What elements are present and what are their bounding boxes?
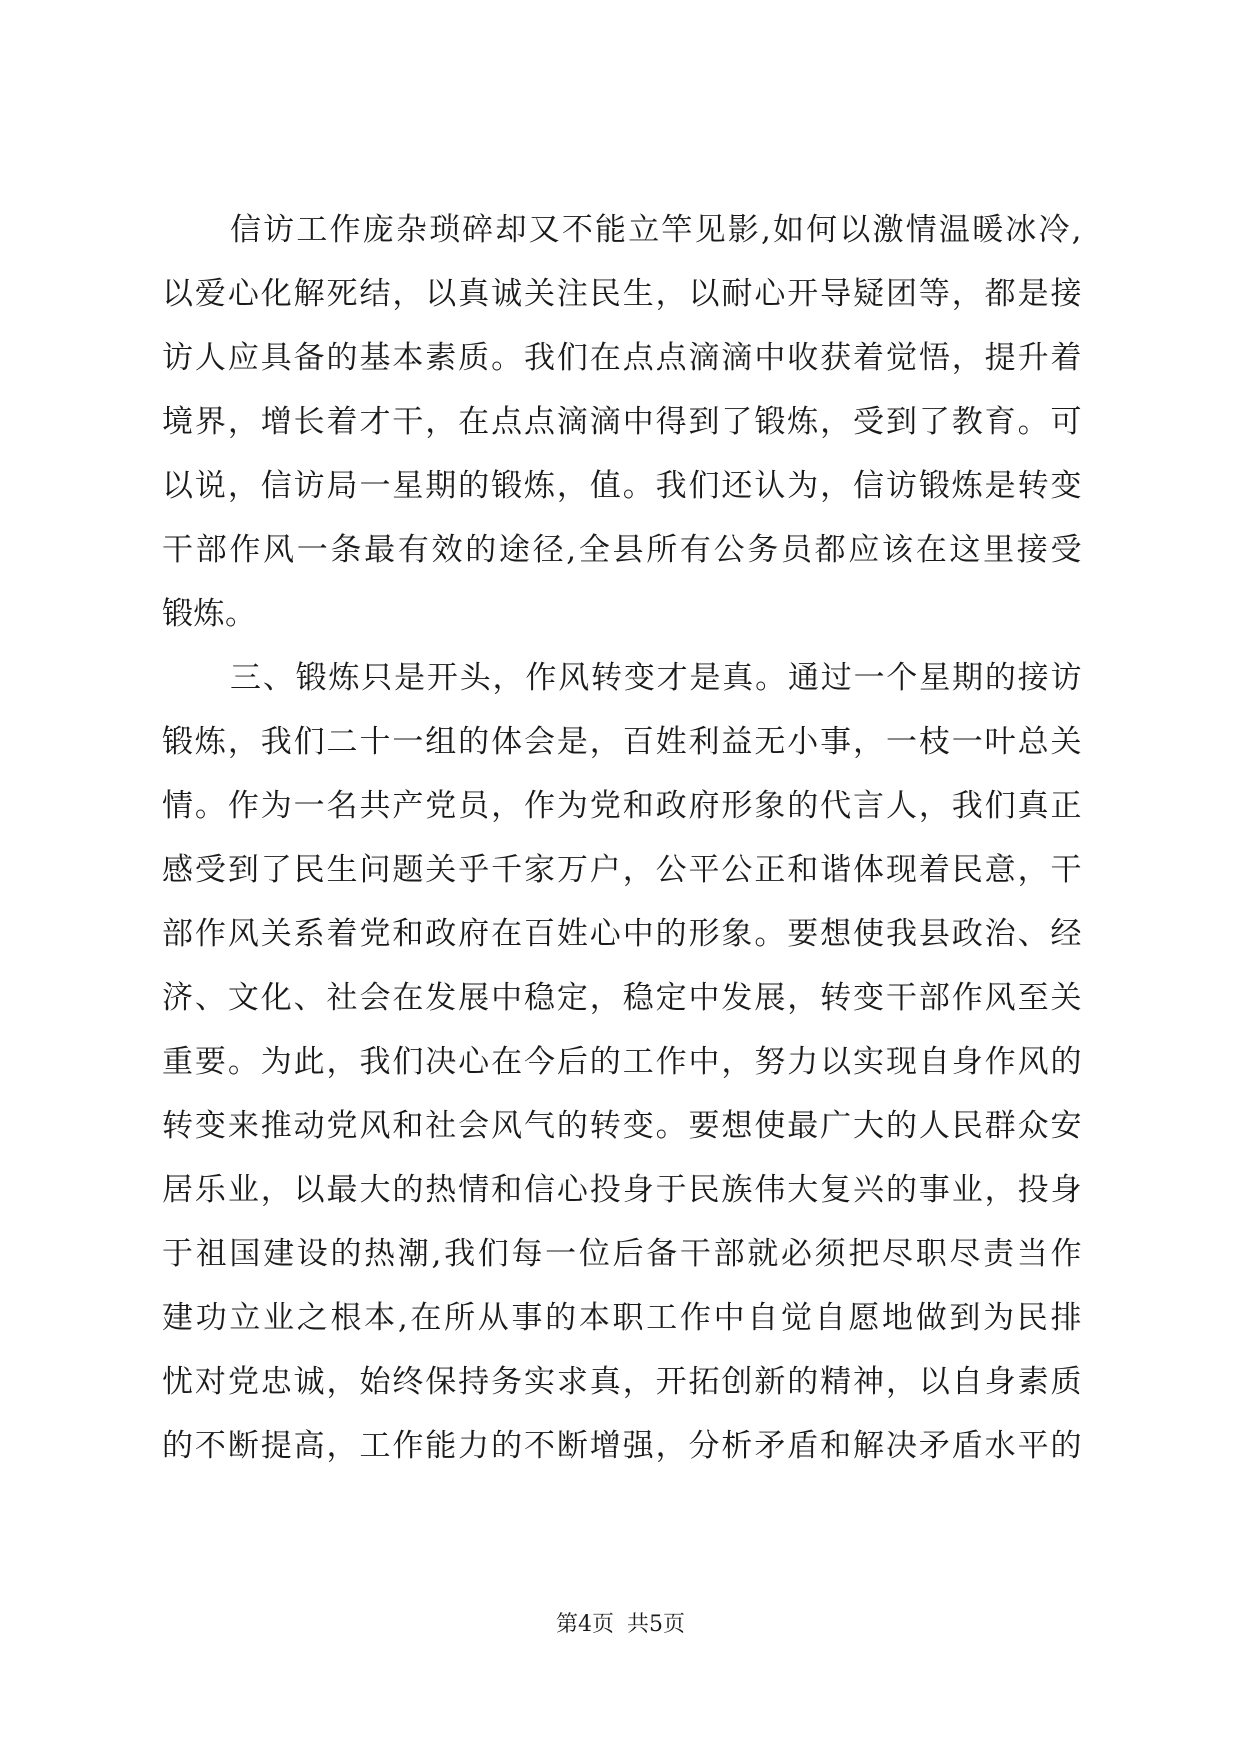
text-line: 境界，增长着才干，在点点滴滴中得到了锻炼，受到了教育。可 xyxy=(162,404,1082,440)
text-line: 忧对党忠诚，始终保持务实求真，开拓创新的精神，以自身素质 xyxy=(162,1364,1082,1400)
text-line: 济、文化、社会在发展中稳定，稳定中发展，转变干部作风至关 xyxy=(162,980,1082,1016)
text-line: 干部作风一条最有效的途径,全县所有公务员都应该在这里接受 xyxy=(162,532,1082,568)
text-line: 居乐业，以最大的热情和信心投身于民族伟大复兴的事业，投身 xyxy=(162,1172,1082,1208)
text-line: 锻炼，我们二十一组的体会是，百姓利益无小事，一枝一叶总关 xyxy=(162,724,1082,760)
text-line: 锻炼。 xyxy=(162,596,257,632)
page-number: 第4页 xyxy=(556,1612,614,1637)
text-line: 转变来推动党风和社会风气的转变。要想使最广大的人民群众安 xyxy=(162,1108,1082,1144)
text-line: 信访工作庞杂琐碎却又不能立竿见影,如何以激情温暖冰冷, xyxy=(230,212,1082,248)
text-line: 情。作为一名共产党员，作为党和政府形象的代言人，我们真正 xyxy=(162,788,1082,824)
paragraph-2 xyxy=(162,646,1082,1478)
text-line: 重要。为此，我们决心在今后的工作中，努力以实现自身作风的 xyxy=(162,1044,1082,1080)
paragraph-1 xyxy=(162,198,1082,646)
text-line: 于祖国建设的热潮,我们每一位后备干部就必须把尽职尽责当作 xyxy=(162,1236,1082,1272)
text-line: 三、锻炼只是开头，作风转变才是真。通过一个星期的接访 xyxy=(230,660,1082,696)
document-body xyxy=(162,198,1082,1478)
page-total: 共5页 xyxy=(627,1612,685,1637)
text-line: 建功立业之根本,在所从事的本职工作中自觉自愿地做到为民排 xyxy=(162,1300,1082,1336)
text-line: 的不断提高，工作能力的不断增强，分析矛盾和解决矛盾水平的 xyxy=(162,1428,1082,1464)
text-line: 感受到了民生问题关乎千家万户，公平公正和谐体现着民意，干 xyxy=(162,852,1082,888)
page-footer xyxy=(0,1610,1241,1640)
text-line: 以爱心化解死结，以真诚关注民生，以耐心开导疑团等，都是接 xyxy=(162,276,1082,312)
text-line: 以说，信访局一星期的锻炼，值。我们还认为，信访锻炼是转变 xyxy=(162,468,1082,504)
text-line: 部作风关系着党和政府在百姓心中的形象。要想使我县政治、经 xyxy=(162,916,1082,952)
text-line: 访人应具备的基本素质。我们在点点滴滴中收获着觉悟，提升着 xyxy=(162,340,1082,376)
